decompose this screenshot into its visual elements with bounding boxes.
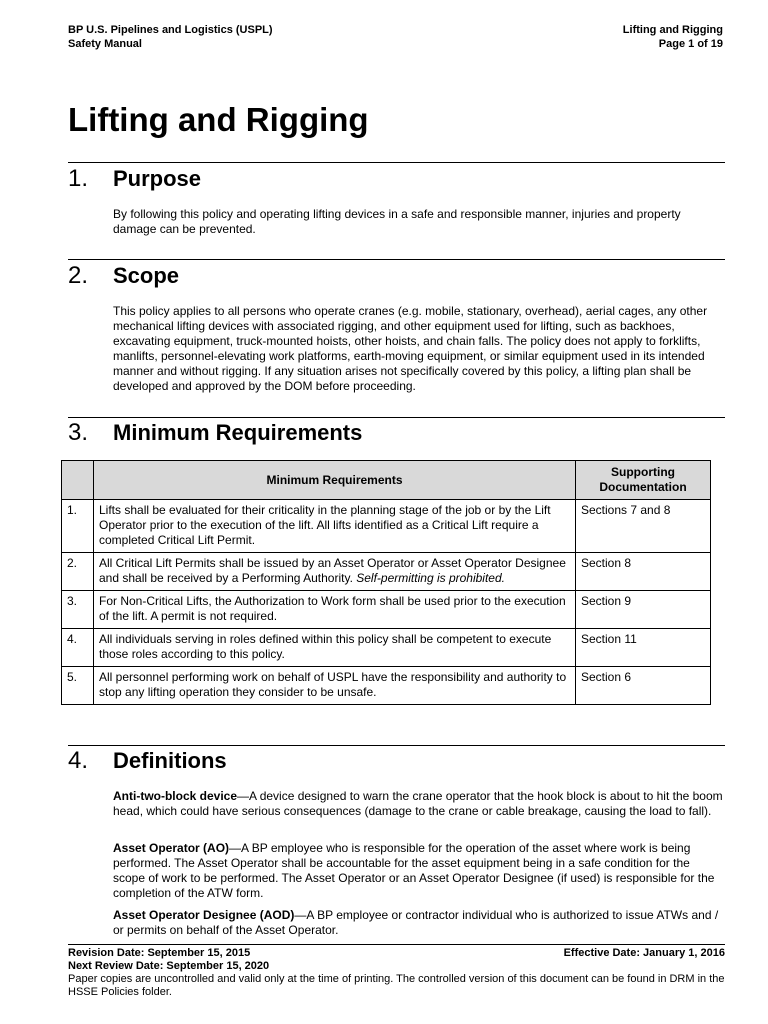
table-row: [62, 591, 711, 629]
table-row: [62, 629, 711, 667]
section-divider: [68, 162, 725, 163]
requirement-text: Lifts shall be evaluated for their criticality in the planning stage of the job or by the Lift Operator prior to the execution of the lift. All lifts identified as a Critical Lift require a completed Critical Lift Permit.: [99, 503, 551, 547]
header-left: [68, 23, 273, 51]
requirements-table: [61, 460, 711, 705]
section-number: 2.: [68, 262, 89, 289]
definition-term: Asset Operator Designee (AOD): [113, 908, 295, 922]
requirement-text: For Non-Critical Lifts, the Authorization to Work form shall be used prior to the execution of the lift. A permit is not required.: [99, 594, 566, 623]
requirement-text: All Critical Lift Permits shall be issued by an Asset Operator or Asset Operator Designee and shall be received by a Performing Authority.: [99, 556, 566, 585]
footer-divider: [68, 944, 725, 945]
row-requirement: [94, 629, 576, 667]
purpose-text: By following this policy and operating lifting devices in a safe and responsible manner, injuries and property damage can be prevented.: [113, 207, 681, 236]
row-documentation: Section 11: [576, 629, 711, 667]
row-documentation: Sections 7 and 8: [576, 500, 711, 553]
row-number: 4.: [62, 629, 94, 667]
next-review-date: Next Review Date: September 15, 2020: [68, 960, 270, 972]
section-title: Scope: [113, 263, 180, 288]
header-doc-name: Lifting and Rigging: [622, 24, 723, 36]
section-title: Purpose: [113, 166, 202, 191]
table-row: [62, 667, 711, 705]
header-right: [623, 23, 723, 51]
definition-item: [113, 841, 725, 901]
revision-date: Revision Date: September 15, 2015: [68, 947, 251, 959]
section-number: 3.: [68, 419, 89, 446]
requirement-emphasis: Self-permitting is prohibited.: [356, 571, 505, 585]
requirement-text: All individuals serving in roles defined within this policy shall be competent to execute those roles according to this policy.: [99, 632, 552, 661]
footer-dates-row: [68, 947, 725, 960]
page-footer: [68, 947, 725, 999]
header-manual: Safety Manual: [68, 38, 142, 50]
table-header-requirements: Minimum Requirements: [94, 461, 576, 500]
header-org: BP U.S. Pipelines and Logistics (USPL): [68, 24, 273, 36]
effective-date: Effective Date: January 1, 2016: [563, 947, 725, 959]
row-documentation: Section 6: [576, 667, 711, 705]
table-header-number: [62, 461, 94, 500]
row-requirement: [94, 591, 576, 629]
footer-disclaimer: Paper copies are uncontrolled and valid only at the time of printing. The controlled version of this document can be found in DRM in the HSSE Policies folder.: [68, 973, 725, 998]
document-title: Lifting and Rigging: [68, 101, 369, 138]
row-number: 5.: [62, 667, 94, 705]
definition-term: Anti-two-block device: [113, 789, 238, 803]
definition-text: —A BP employee who is responsible for the operation of the asset where work is being performed. The Asset Operator shall be accountable for the asset equipment being in a safe condition for the scope of work to be performed. The Asset Operator or an Asset Operator Designee (if used) is responsible for the completion of the ATW form.: [113, 841, 715, 900]
row-requirement: [94, 553, 576, 591]
table-row: [62, 500, 711, 553]
section-divider: [68, 259, 725, 260]
row-documentation: Section 8: [576, 553, 711, 591]
row-number: 2.: [62, 553, 94, 591]
definition-term: Asset Operator (AO): [113, 841, 230, 855]
row-number: 3.: [62, 591, 94, 629]
requirement-text: All personnel performing work on behalf of USPL have the responsibility and authority to stop any lifting operation they consider to be unsafe.: [99, 670, 567, 699]
row-number: 1.: [62, 500, 94, 553]
definition-item: [113, 908, 725, 938]
section-number: 1.: [68, 165, 89, 192]
row-requirement: [94, 500, 576, 553]
row-documentation: Section 9: [576, 591, 711, 629]
scope-text: This policy applies to all persons who operate cranes (e.g. mobile, stationary, overhead), aerial cages, any other mechanical lifting devices with associated rigging, and other equipment used for lifting, such as backhoes, excavating equipment, truck-mounted hoists, other hoists, and chain falls. The policy does not apply to forklifts, manlifts, personnel-elevating work platforms, earth-moving equipment, or similar equipment used in its intended manner and without rigging. If any situation arises not specifically covered by this policy, a lifting plan shall be developed and approved by the DOM before proceeding.: [113, 304, 708, 393]
table-row: [62, 553, 711, 591]
header-page-number: Page 1 of 19: [658, 38, 723, 50]
section-title: Minimum Requirements: [113, 420, 363, 445]
section-title: Definitions: [113, 748, 227, 773]
table-header-row: [62, 461, 711, 500]
definition-text: —A BP employee or contractor individual who is authorized to issue ATWs and / or permits on behalf of the Asset Operator.: [113, 908, 719, 937]
row-requirement: [94, 667, 576, 705]
definition-item: [113, 789, 725, 819]
section-number: 4.: [68, 747, 89, 774]
definition-text: —A device designed to warn the crane operator that the hook block is about to hit the boom head, which could have serious consequences (damage to the crane or cable breakage, causing the load to fall).: [113, 789, 723, 818]
table-header-documentation: Supporting Documentation: [576, 461, 711, 500]
